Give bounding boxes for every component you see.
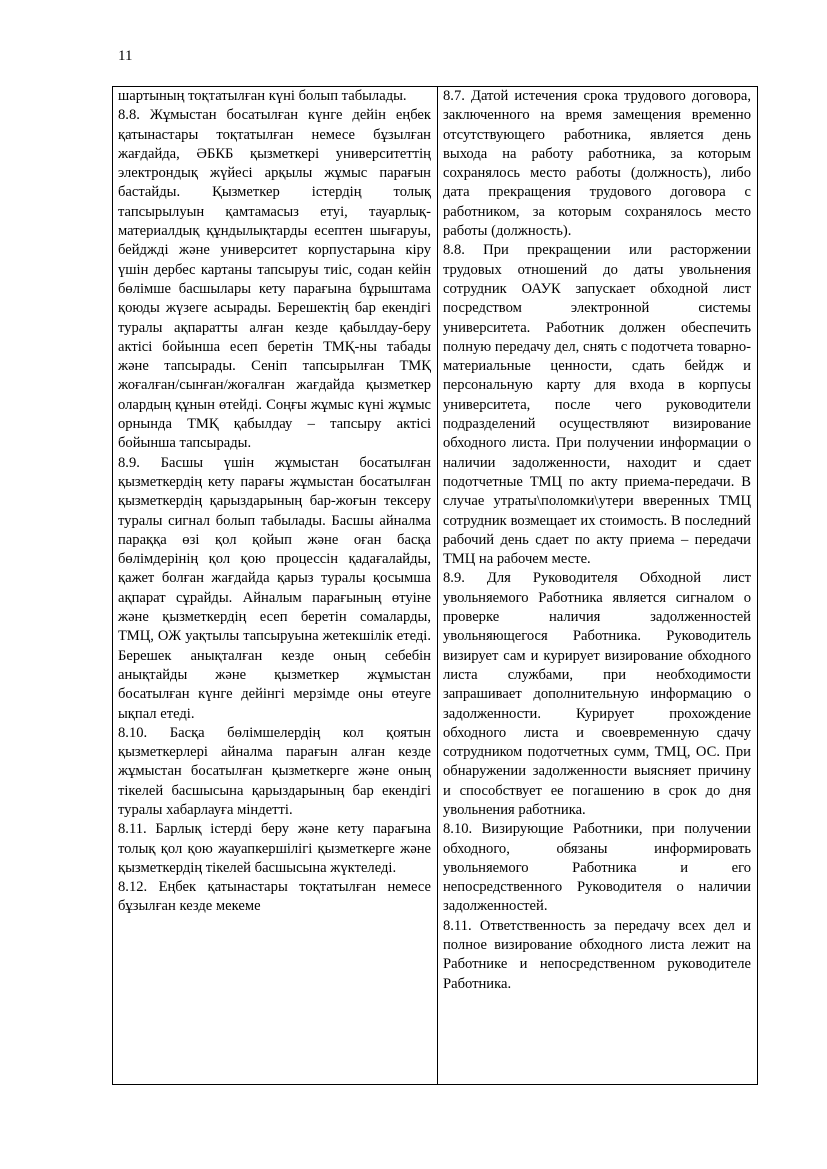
russian-paragraph: 8.10. Визирующие Работники, при получении обходного, обязаны информировать увольняемого Работника и его непосредственного Руководителя о наличии задолженностей. [443,821,751,915]
kazakh-paragraph: 8.10. Басқа бөлімшелердің кол қоятын қызметкерлері айналма парағын алған кезде жұмыстан босатылған қызметкерге және оның тікелей басшысына қарыздарының бар екендігі туралы хабарлауға міндетті. [118,724,431,818]
kazakh-paragraph: шартының тоқтатылған күні болып табылады. [118,88,407,104]
page-number: 11 [118,48,133,64]
kazakh-paragraph: 8.11. Барлық істерді беру және кету парағына толық қол қою жауапкершілігі қызметкерге және қызметкердің тікелей басшысына жүктеледі. [118,821,431,876]
bilingual-table [112,86,758,1085]
kazakh-column [113,87,438,1084]
russian-paragraph: 8.11. Ответственность за передачу всех дел и полное визирование обходного листа лежит на Работнике и непосредственном руководителе Работника. [443,917,751,992]
russian-paragraph: 8.8. При прекращении или расторжении трудовых отношений до даты увольнения сотрудник ОАУК запускает обходной лист посредством электронной системы университета. Работник должен обеспечить полную передачу дел, снять с подотчета товарно-материальные ценности, сдать бейдж и персональную карту для входа в корпусы университета, после чего руководители подразделений осуществляют визирование обходного листа. При получении информации о наличии задолженности, находит и сдает подотчетные ТМЦ по акту приема-передачи. В случае утраты\поломки\утери вверенных ТМЦ сотрудник возмещает их стоимость. В последний рабочий день сдает по акту приема – передачи ТМЦ на рабочем месте. [443,242,751,568]
kazakh-paragraph: 8.8. Жұмыстан босатылған күнге дейін еңбек қатынастары тоқтатылған немесе бұзылған жағдайда, ӘБКБ қызметкері университеттің электрондық жүйесі арқылы жұмыс парағын бастайды. Қызметкер істердің толық тапсырылуын қамтамасыз етуі, тауарлық-материалдық құндылықтарды есептен шығаруы, бейджді және университет корпустарына кіру үшін дербес картаны тапсыруы тиіс, содан кейін бөлімше басшылары кету парағына бұрыштама қоюды жүзеге асырады. Берешектің бар екендігі туралы ақпаратты алған кезде қабылдау-беру актісі бойынша есеп беретін ТМҚ-ны табады және тапсырады. Сеніп тапсырылған ТМҚ жоғалған/сынған/жоғалған жағдайда қызметкер олардың құнын өтейді. Соңғы жұмыс күні жұмыс орнында ТМҚ қабылдау – тапсыру актісі бойынша тапсырады. [118,107,431,452]
russian-column [438,87,757,1084]
kazakh-paragraph: 8.9. Басшы үшін жұмыстан босатылған қызметкердің кету парағы жұмыстан босатылған қызметкердің қарыздарының бар-жоғын тексеру туралы сигнал болып табылады. Басшы айналма параққа өзі қол қойып және оған басқа бөлімдерінің қол қою процессін қадағалайды, қажет болған жағдайда қарыз туралы қосымша ақпарат сұрайды. Айналым парағының өтуіне және қызметкердің есеп беретін сомаларды, ТМЦ, ОЖ уақтылы тапсыруына жетекшілік етеді. Берешек анықталған кезде оның себебін анықтайды және қызметкер жұмыстан босатылған күнге дейінгі мерзімде оны өтеуге ықпал етеді. [118,454,431,722]
russian-paragraph: 8.7. Датой истечения срока трудового договора, заключенного на время замещения временно отсутствующего работника, является день выхода на работу работника, за которым сохранялось место работы (должность), либо дата прекращения трудового договора с работником, за которым сохранялось место работы (должность). [443,88,751,240]
russian-paragraph: 8.9. Для Руководителя Обходной лист увольняемого Работника является сигналом о проверке наличия задолженностей увольняющегося Работника. Руководитель визирует сам и курирует визирование обходного листа службами, при необходимости запрашивает дополнительную информацию о задолженности. Курирует прохождение обходного листа и своевременную сдачу сотрудником подотчетных сумм, ТМЦ, ОС. При обнаружении задолженности выясняет причину и способствует ее погашению в срок до дня увольнения работника. [443,570,751,818]
kazakh-paragraph: 8.12. Еңбек қатынастары тоқтатылған немесе бұзылған кезде мекеме [118,879,431,915]
